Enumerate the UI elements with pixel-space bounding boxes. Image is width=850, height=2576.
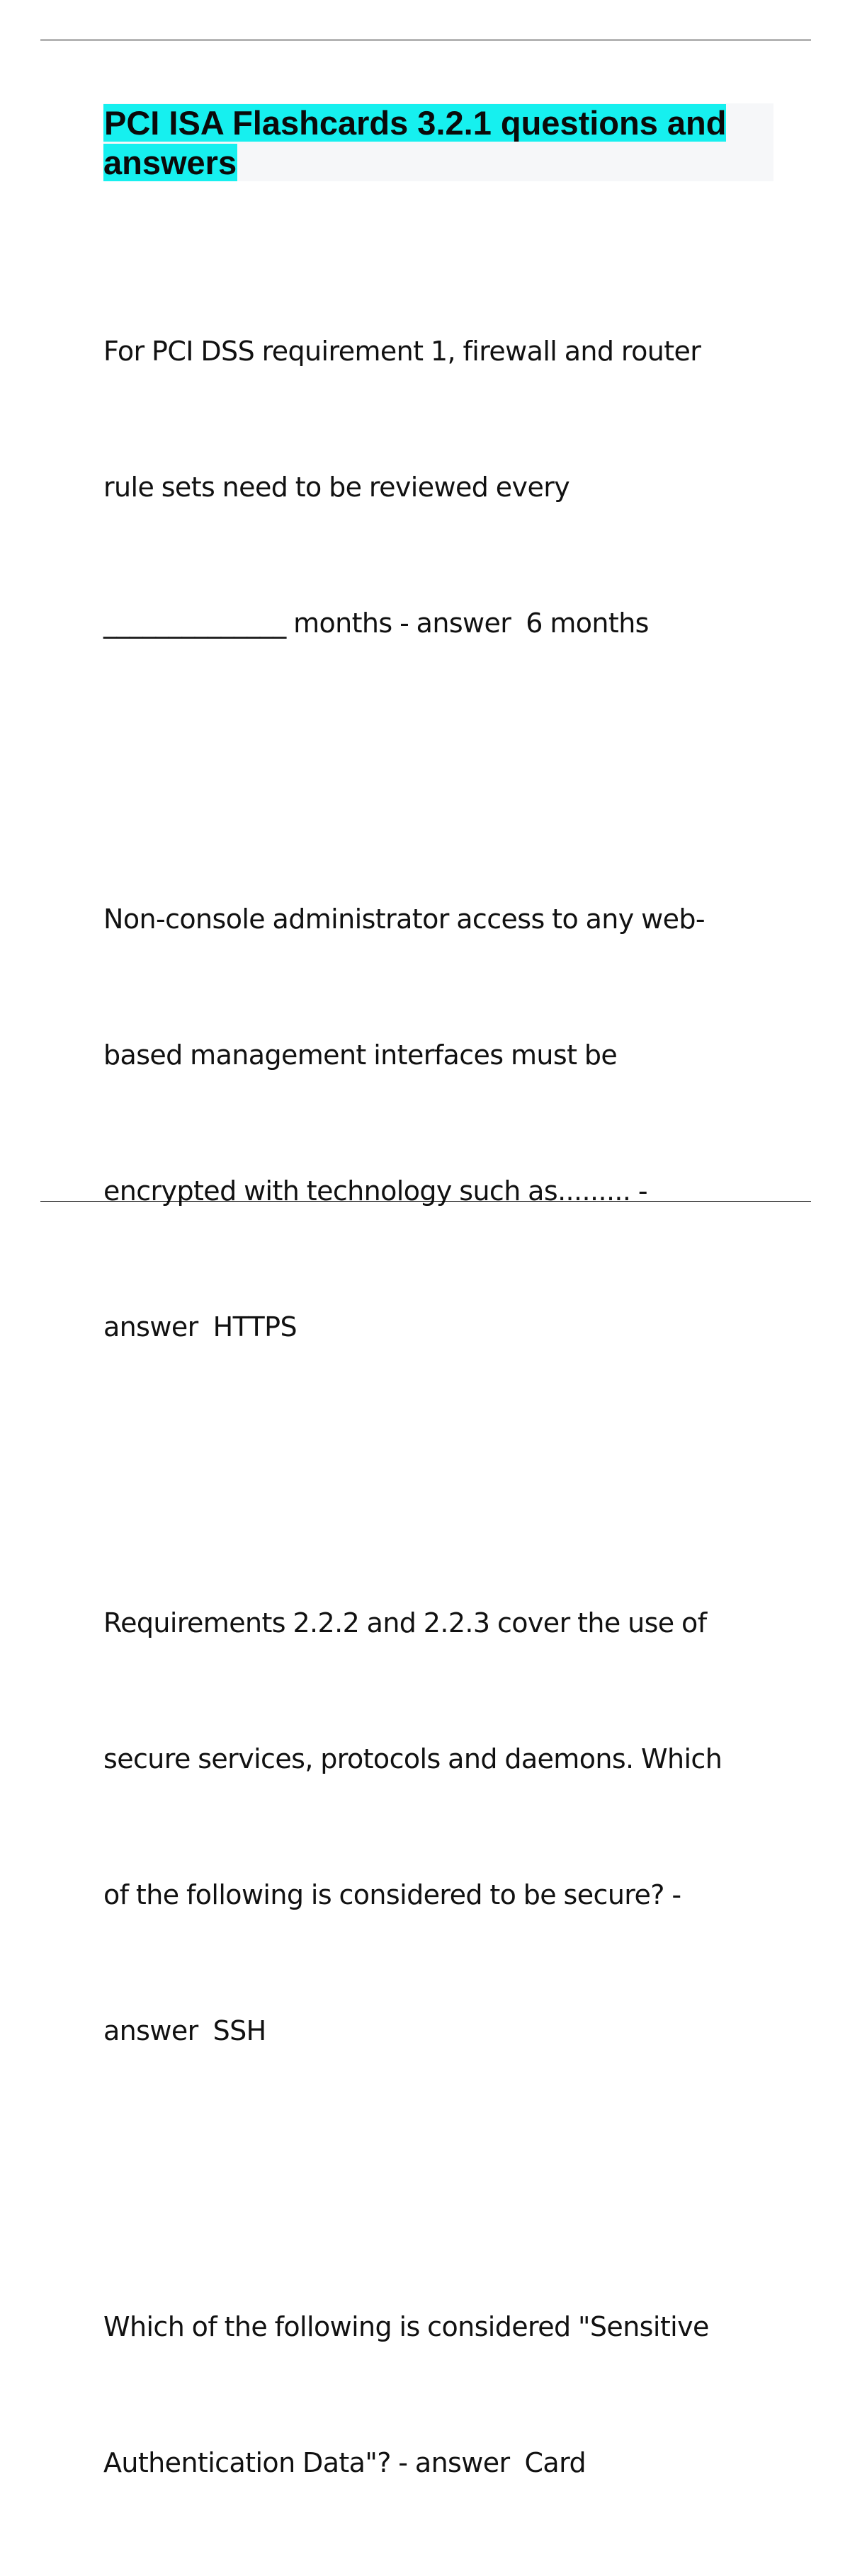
flashcard-line: Authentication Data"? - answer Card — [103, 2447, 586, 2478]
flashcard-line: answer SSH — [103, 2015, 266, 2046]
flashcard-item — [103, 806, 783, 1440]
title-block — [103, 103, 774, 181]
flashcard-list — [103, 238, 783, 2576]
flashcard-item — [103, 1510, 783, 2144]
flashcard-item — [103, 2213, 783, 2576]
flashcard-item — [103, 238, 783, 736]
flashcard-line: Non-console administrator access to any web- — [103, 904, 706, 935]
flashcard-line: rule sets need to be reviewed every — [103, 472, 570, 503]
flashcard-line: For PCI DSS requirement 1, firewall and router — [103, 336, 701, 367]
bottom-rule — [40, 1201, 811, 1202]
flashcard-line: ______________ months - answer 6 months — [103, 608, 649, 639]
flashcard-line: Requirements 2.2.2 and 2.2.3 cover the use of — [103, 1607, 707, 1639]
flashcard-line: answer HTTPS — [103, 1311, 297, 1343]
flashcard-line: encrypted with technology such as......... - — [103, 1175, 647, 1207]
title-highlight: PCI ISA Flashcards 3.2.1 questions and answers — [103, 104, 727, 181]
flashcard-line: based management interfaces must be — [103, 1039, 618, 1071]
flashcard-line: secure services, protocols and daemons. Which — [103, 1743, 722, 1774]
flashcard-line: Which of the following is considered "Sensitive — [103, 2311, 709, 2342]
flashcard-line: of the following is considered to be secure? - — [103, 1879, 681, 1910]
document-title — [103, 103, 774, 183]
